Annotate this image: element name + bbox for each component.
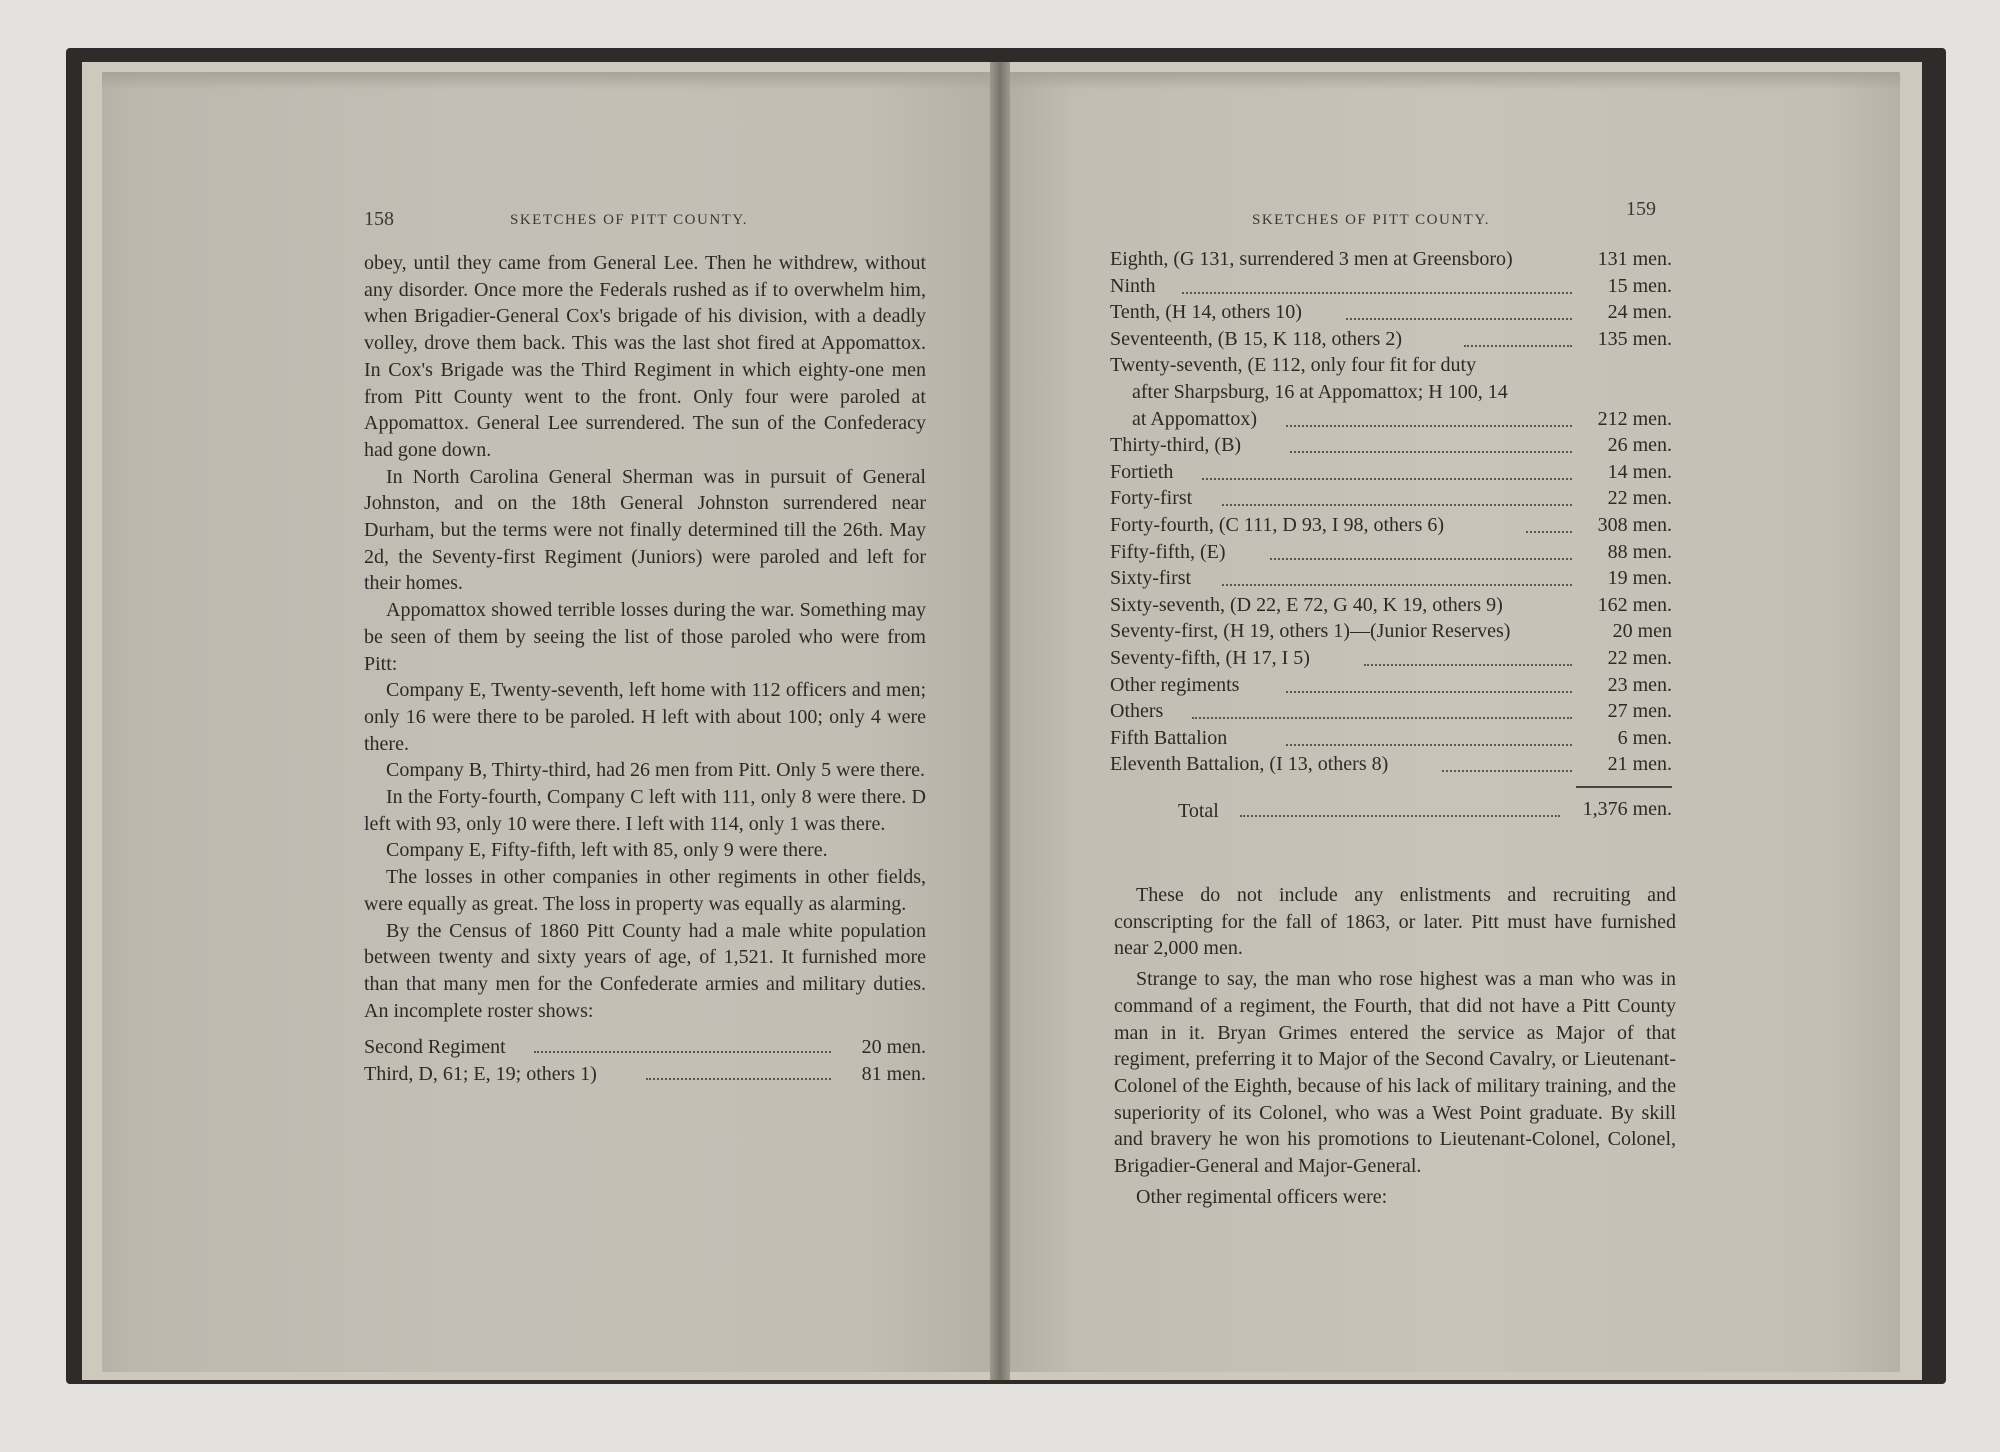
roster-row xyxy=(1110,248,1672,275)
roster-label: Others xyxy=(1110,700,1164,723)
running-head: SKETCHES OF PITT COUNTY. xyxy=(1252,212,1490,228)
page-shadow xyxy=(1004,72,1900,90)
total-value: 1,376 men. xyxy=(1582,797,1672,820)
leader-dots xyxy=(1222,504,1572,506)
roster-value: 26 men. xyxy=(1607,434,1672,457)
roster-row xyxy=(1110,301,1672,328)
roster-row xyxy=(1110,354,1672,381)
roster-label: after Sharpsburg, 16 at Appomattox; H 100, 14 xyxy=(1132,380,1508,403)
roster-value: 308 men. xyxy=(1597,513,1672,536)
roster-label: Thirty-third, (B) xyxy=(1110,434,1242,457)
paragraph: In North Carolina General Sherman was in pursuit of General Johnston, and on the 18th General Johnston surrendered near Durham, but the terms were not finally determined till the 26th. May 2d, the Seventy-first Regiment (Juniors) were paroled and left for their homes. xyxy=(364,465,926,595)
roster-row xyxy=(1110,328,1672,355)
roster-row xyxy=(1110,594,1672,621)
roster-label: Forty-first xyxy=(1110,487,1193,510)
total-label: Total xyxy=(1178,799,1219,822)
roster-label: Fifty-fifth, (E) xyxy=(1110,540,1226,563)
book-gutter xyxy=(990,62,1010,1380)
leader-dots xyxy=(1270,558,1572,560)
roster-value: 6 men. xyxy=(1617,726,1672,749)
paragraph: Other regimental officers were: xyxy=(1136,1185,1388,1208)
roster-label: Sixty-first xyxy=(1110,567,1192,590)
leader-dots xyxy=(1290,451,1572,453)
leader-dots xyxy=(1464,345,1572,347)
roster-value: 23 men. xyxy=(1607,673,1672,696)
roster-label: Sixty-seventh, (D 22, E 72, G 40, K 19, others 9) xyxy=(1110,593,1503,616)
roster-label: Twenty-seventh, (E 112, only four fit for duty xyxy=(1110,354,1477,377)
paragraph: In the Forty-fourth, Company C left with 111, only 8 were there. D left with 93, only 10 were there. I left with 114, only 1 was there. xyxy=(364,786,926,835)
roster-row xyxy=(1110,381,1672,408)
leader-dots xyxy=(534,1051,831,1053)
paragraph: obey, until they came from General Lee. Then he withdrew, without any disorder. Once more the Federals rushed as if to overwhelm him, when Brigadier-General Cox's brigade of his division, with a deadly volley, drove them back. This was the last shot fired at Appomattox. In Cox's Brigade was the Third Regiment in which eighty-one men from Pitt County went to the front. Only four were paroled at Appomattox. General Lee surrendered. The sun of the Confederacy had gone down. xyxy=(364,252,926,461)
roster-value: 20 men. xyxy=(861,1036,926,1059)
roster-row xyxy=(1110,727,1672,754)
roster-row xyxy=(364,1061,926,1088)
roster-row xyxy=(1110,753,1672,780)
paragraph: Company B, Thirty-third, had 26 men from Pitt. Only 5 were there. xyxy=(386,759,925,782)
roster-value: 212 men. xyxy=(1597,407,1672,430)
leader-dots xyxy=(1202,478,1572,480)
roster-row xyxy=(1110,461,1672,488)
roster-label: Eighth, (G 131, surrendered 3 men at Greensboro) xyxy=(1110,248,1513,270)
roster-row xyxy=(1110,275,1672,302)
roster-label: Second Regiment xyxy=(364,1036,506,1059)
roster-value: 15 men. xyxy=(1607,274,1672,297)
total-row xyxy=(1110,794,1672,826)
roster-label: Eleventh Battalion, (I 13, others 8) xyxy=(1110,753,1389,776)
roster-value: 88 men. xyxy=(1607,540,1672,563)
roster-value: 21 men. xyxy=(1607,753,1672,776)
leader-dots xyxy=(1286,744,1572,746)
roster-label: Third, D, 61; E, 19; others 1) xyxy=(364,1063,597,1086)
roster-label: Tenth, (H 14, others 10) xyxy=(1110,301,1302,324)
roster-label: Forty-fourth, (C 111, D 93, I 98, others 6) xyxy=(1110,513,1445,536)
page-number: 158 xyxy=(364,208,394,230)
page-number: 159 xyxy=(1626,198,1656,220)
roster-row xyxy=(1110,514,1672,541)
roster-row xyxy=(1110,487,1672,514)
roster-value: 27 men. xyxy=(1607,700,1672,723)
roster-value: 19 men. xyxy=(1607,567,1672,590)
paragraph: Company E, Fifty-fifth, left with 85, only 9 were there. xyxy=(386,839,828,862)
roster-row xyxy=(1110,434,1672,461)
page-shadow xyxy=(102,72,998,90)
roster-label: Other regiments xyxy=(1110,673,1240,696)
paragraph: By the Census of 1860 Pitt County had a male white population between twenty and sixty years of age, of 1,521. It furnished more than that many men for the Confederate armies and military duties. An incomplete roster shows: xyxy=(364,919,926,1022)
roster-row xyxy=(1110,567,1672,594)
paragraph: Company E, Twenty-seventh, left home with 112 officers and men; only 16 were there to be paroled. H left with about 100; only 4 were there. xyxy=(364,679,926,755)
roster-row xyxy=(1110,700,1672,727)
roster-value: 162 men. xyxy=(1597,593,1672,616)
roster-row xyxy=(1110,620,1672,647)
roster-label: Fifth Battalion xyxy=(1110,726,1228,749)
roster-label: at Appomattox) xyxy=(1132,407,1257,430)
roster-value: 81 men. xyxy=(861,1063,926,1086)
right-body-text xyxy=(1114,882,1676,1210)
roster-row xyxy=(1110,674,1672,701)
roster-value: 22 men. xyxy=(1607,646,1672,669)
roster-row xyxy=(1110,647,1672,674)
roster-label: Seventy-fifth, (H 17, I 5) xyxy=(1110,646,1310,669)
leader-dots xyxy=(1286,425,1572,427)
roster-label: Seventeenth, (B 15, K 118, others 2) xyxy=(1110,327,1402,350)
paragraph: The losses in other companies in other regiments in other fields, were equally as great. The loss in property was equally as alarming. xyxy=(364,866,926,915)
leader-dots xyxy=(1346,318,1572,320)
roster-row xyxy=(1110,541,1672,568)
roster-value: 14 men. xyxy=(1607,460,1672,483)
leader-dots xyxy=(1442,770,1572,772)
roster-value: 22 men. xyxy=(1607,487,1672,510)
leader-dots xyxy=(1240,815,1560,817)
paragraph: Appomattox showed terrible losses during the war. Something may be seen of them by seeing the list of those paroled who were from Pitt: xyxy=(364,599,926,675)
paragraph: These do not include any enlistments and recruiting and conscripting for the fall of 1863, or later. Pitt must have furnished near 2,000 men. xyxy=(1114,884,1676,960)
left-body-text xyxy=(364,250,926,1088)
roster-value: 24 men. xyxy=(1607,301,1672,324)
leader-dots xyxy=(1526,531,1572,533)
roster-row xyxy=(364,1034,926,1061)
roster-label: Fortieth xyxy=(1110,460,1174,483)
leader-dots xyxy=(646,1078,831,1080)
roster-label: Seventy-first, (H 19, others 1)—(Junior Reserves) xyxy=(1110,620,1511,643)
leader-dots xyxy=(1286,691,1572,693)
roster-value: 20 men xyxy=(1612,620,1672,643)
running-head: SKETCHES OF PITT COUNTY. xyxy=(510,212,748,228)
left-page xyxy=(102,72,998,1372)
roster-value: 135 men. xyxy=(1597,327,1672,350)
paragraph: Strange to say, the man who rose highest was a man who was in command of a regiment, the Fourth, that did not have a Pitt County man in it. Bryan Grimes entered the service as Major of that regiment, preferring it to Major of the Second Cavalry, or Lieutenant-Colonel of the Eighth, because of his lack of military training, and the superiority of its Colonel, who was a West Point graduate. By skill and bravery he won his promotions to Lieutenant-Colonel, Colonel, Brigadier-General and Major-General. xyxy=(1114,968,1676,1178)
roster-value: 131 men. xyxy=(1597,248,1672,270)
leader-dots xyxy=(1192,717,1572,719)
leader-dots xyxy=(1222,584,1572,586)
roster-row xyxy=(1110,408,1672,435)
leader-dots xyxy=(1364,664,1572,666)
leader-dots xyxy=(1182,292,1572,294)
right-page xyxy=(1004,72,1900,1372)
sum-rule xyxy=(1576,786,1672,788)
roster-table xyxy=(1110,248,1672,826)
roster-label: Ninth xyxy=(1110,274,1156,297)
